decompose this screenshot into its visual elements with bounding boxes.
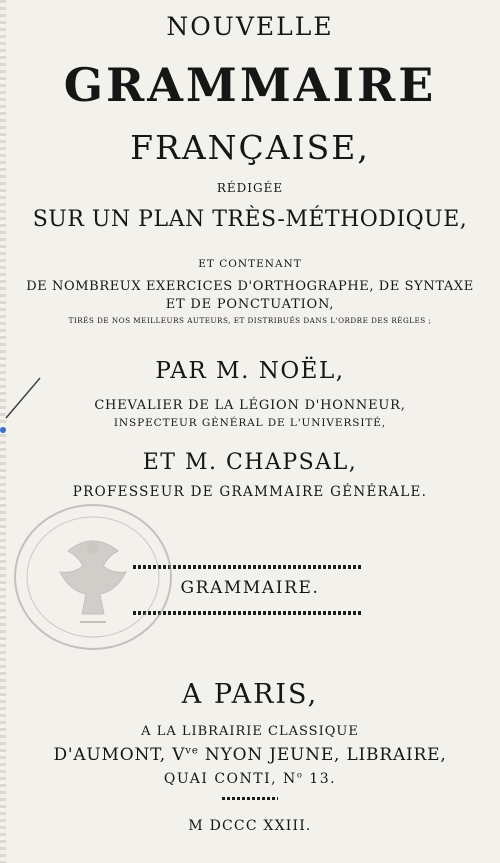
volume-label: GRAMMAIRE. — [180, 578, 320, 598]
imprint-publisher-2 — [0, 745, 500, 765]
margin-pencil-mark-icon — [0, 372, 48, 438]
subtitle-tires: TIRÉS DE NOS MEILLEURS AUTEURS, ET DISTRIBUÉS DANS L'ORDRE DES RÈGLES ; — [68, 316, 432, 325]
imprint-publisher-1: A LA LIBRAIRIE CLASSIQUE — [141, 724, 359, 739]
address-superscript: o — [296, 769, 304, 780]
subtitle-redigee: RÉDIGÉE — [216, 181, 284, 195]
title-line-nouvelle: NOUVELLE — [166, 12, 334, 41]
author-chapsal-title: PROFESSEUR DE GRAMMAIRE GÉNÉRALE. — [72, 484, 428, 500]
imprint-rule — [222, 797, 278, 800]
address-end: 13. — [303, 771, 337, 787]
title-line-grammaire: GRAMMAIRE — [63, 58, 437, 112]
author-noel — [0, 358, 500, 384]
author-noel-title-2: INSPECTEUR GÉNÉRAL DE L'UNIVERSITÉ, — [113, 417, 387, 429]
address-start: QUAI CONTI, N — [163, 771, 297, 787]
subtitle-ponctuation: ET DE PONCTUATION, — [165, 297, 335, 312]
library-stamp-eagle-icon — [8, 496, 178, 658]
title-line-francaise: FRANÇAISE, — [130, 128, 370, 167]
publisher-superscript: ve — [185, 745, 199, 757]
subtitle-plan: SUR UN PLAN TRÈS-MÉTHODIQUE, — [32, 207, 468, 232]
author-chapsal: ET M. CHAPSAL, — [142, 450, 358, 475]
imprint-address — [0, 771, 500, 787]
imprint-date: M DCCC XXIII. — [188, 818, 312, 834]
publisher-name-start: D'AUMONT, V — [53, 745, 186, 765]
subtitle-contenant: ET CONTENANT — [198, 258, 302, 270]
author-name: M. NOËL, — [216, 358, 345, 384]
imprint-place: A PARIS, — [181, 679, 319, 710]
publisher-name-end: NYON JEUNE, LIBRAIRE, — [198, 745, 447, 765]
author-noel-title-1: CHEVALIER DE LA LÉGION D'HONNEUR, — [94, 398, 406, 413]
subtitle-exercices: DE NOMBREUX EXERCICES D'ORTHOGRAPHE, DE SYNTAXE — [26, 279, 474, 294]
author-prefix: PAR — [155, 358, 208, 384]
